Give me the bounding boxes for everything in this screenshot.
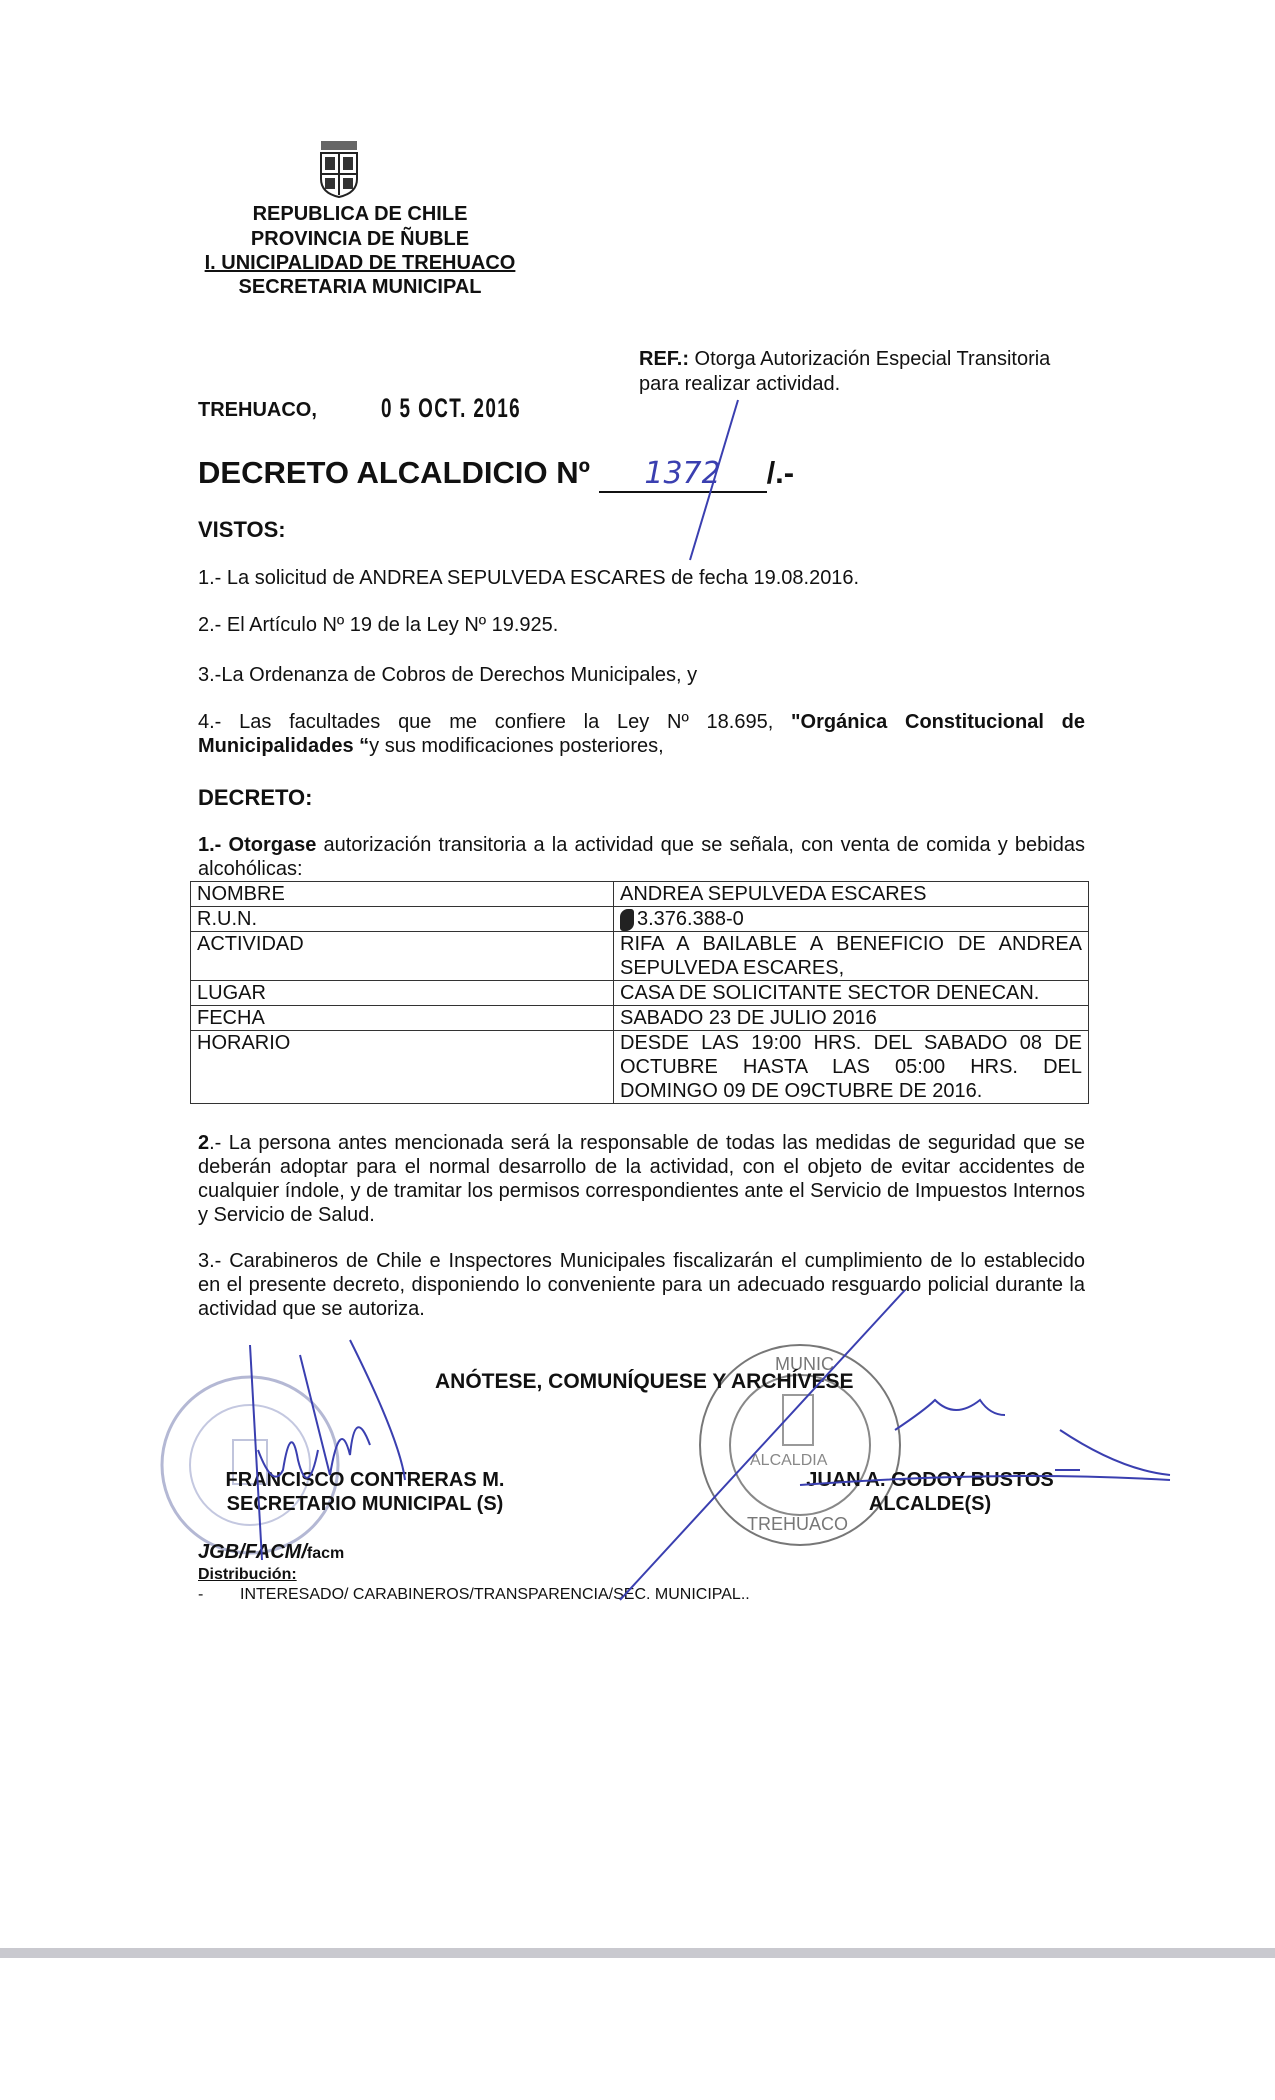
table-key: ACTIVIDAD <box>191 932 614 981</box>
title-suffix: /.- <box>766 455 795 490</box>
header-republica: REPUBLICA DE CHILE <box>252 203 468 225</box>
secretary-stamp <box>155 1370 345 1560</box>
header-provincia: PROVINCIA DE ÑUBLE <box>250 228 470 250</box>
item4-text: 4.- Las facultades que me confiere la Ley Nº 18.695, <box>198 711 792 733</box>
header-secretaria: SECRETARIA MUNICIPAL <box>238 276 482 298</box>
signer-name: FRANCISCO CONTRERAS M. <box>225 1469 505 1491</box>
vistos-item: 1.- La solicitud de ANDREA SEPULVEDA ESCARES de fecha 19.08.2016. <box>198 567 860 589</box>
initials-rest: facm <box>306 1545 345 1562</box>
table-value: RIFA A BAILABLE A BENEFICIO DE ANDREA SEPULVEDA ESCARES, <box>614 932 1089 981</box>
vistos-item-4 <box>198 710 1085 758</box>
ref-line-2: para realizar actividad. <box>639 373 841 395</box>
table-row <box>191 882 1089 907</box>
table-key: R.U.N. <box>191 907 614 932</box>
table-value: SABADO 23 DE JULIO 2016 <box>614 1006 1089 1031</box>
secretary-signature-block <box>205 1468 525 1516</box>
table-value: ANDREA SEPULVEDA ESCARES <box>614 882 1089 907</box>
header-municipalidad: I. UNICIPALIDAD DE TREHUACO <box>204 252 516 274</box>
signer-role: SECRETARIO MUNICIPAL (S) <box>226 1493 504 1515</box>
p1-num: 1.- <box>198 834 229 856</box>
p1-bold: Otorgase <box>228 834 317 856</box>
decreto-p3: 3.- Carabineros de Chile e Inspectores Municipales fiscalizarán el cumplimiento de lo establecido en el presente decreto, disponiendo lo conveniente para un adecuado resguardo policial durante la actividad que se autoriza. <box>198 1250 1085 1320</box>
svg-text:MUNIC: MUNIC <box>775 1354 834 1374</box>
p2-text: .- La persona antes mencionada será la responsable de todas las medidas de seguridad que se deberán adoptar para el normal desarrollo de la actividad, con el objeto de evitar accidentes de cualquier índole, y de tramitar los permisos correspondientes ante el Servicio de Impuestos Internos y Servicio de Salud. <box>198 1132 1085 1226</box>
place: TREHUACO, <box>198 399 317 421</box>
decreto-heading: DECRETO: <box>198 785 313 810</box>
item4-bold: "Orgánica Constitucional de Municipalidades “ <box>198 711 1085 757</box>
date-stamp: 0 5 OCT. 2016 <box>381 393 522 423</box>
p1-text: autorización transitoria a la actividad que se señala, con venta de comida y bebidas alcohólicas: <box>198 834 1085 880</box>
decreto-p2 <box>198 1131 1085 1227</box>
municipal-crest-icon <box>315 141 363 199</box>
closing-formula: ANÓTESE, COMUNÍQUESE Y ARCHÍVESE <box>435 1370 854 1393</box>
activity-table <box>190 881 1089 1104</box>
table-row <box>191 932 1089 981</box>
distribution-text: INTERESADO/ CARABINEROS/TRANSPARENCIA/SEC. MUNICIPAL.. <box>240 1586 750 1603</box>
ref-line <box>639 347 1050 371</box>
table-row <box>191 907 1089 932</box>
decree-number: 1372 <box>599 456 767 493</box>
mayor-signature-block <box>800 1468 1060 1516</box>
p2-num: 2 <box>198 1132 210 1154</box>
table-value-run <box>614 907 1089 932</box>
initials <box>198 1541 344 1564</box>
signer-name: JUAN A. GODOY BUSTOS <box>806 1469 1054 1491</box>
table-value: CASA DE SOLICITANTE SECTOR DENECAN. <box>614 981 1089 1006</box>
initials-bold: JGB/FACM/ <box>198 1541 307 1563</box>
distribution-label: Distribución: <box>198 1566 297 1583</box>
table-row <box>191 1031 1089 1104</box>
svg-text:ALCALDIA: ALCALDIA <box>750 1452 828 1469</box>
table-value: DESDE LAS 19:00 HRS. DEL SABADO 08 DE OCTUBRE HASTA LAS 05:00 HRS. DEL DOMINGO 09 DE O9CTUBRE DE 2016. <box>614 1031 1089 1104</box>
table-key: FECHA <box>191 1006 614 1031</box>
table-row <box>191 1006 1089 1031</box>
ref-label: REF.: <box>639 348 689 370</box>
page-title <box>198 455 794 493</box>
ref-text: Otorga Autorización Especial Transitoria <box>689 348 1051 370</box>
vistos-item: 3.-La Ordenanza de Cobros de Derechos Municipales, y <box>198 664 698 686</box>
table-key: NOMBRE <box>191 882 614 907</box>
decreto-p1 <box>198 833 1085 881</box>
vistos-item: 2.- El Artículo Nº 19 de la Ley Nº 19.925. <box>198 614 559 636</box>
distribution-item: - INTERESADO/ CARABINEROS/TRANSPARENCIA/SEC. MUNICIPAL.. <box>198 1586 750 1603</box>
table-key: HORARIO <box>191 1031 614 1104</box>
svg-text:TREHUACO: TREHUACO <box>747 1514 849 1534</box>
title-text: DECRETO ALCALDICIO Nº <box>198 455 590 490</box>
signer-role: ALCALDE(S) <box>868 1493 992 1515</box>
item4-text-b: y sus modificaciones posteriores, <box>369 735 664 757</box>
run-value: 3.376.388-0 <box>637 908 744 930</box>
redaction-mark <box>620 909 634 931</box>
table-key: LUGAR <box>191 981 614 1006</box>
table-row <box>191 981 1089 1006</box>
vistos-heading: VISTOS: <box>198 517 286 542</box>
